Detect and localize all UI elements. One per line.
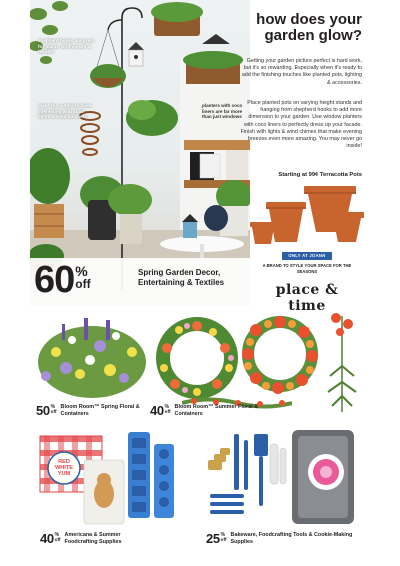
deal-percent: 40 (150, 403, 164, 418)
summer-wreath-image (155, 316, 239, 400)
deal-description: Bloom Room™ Summer Floral & Containers (174, 404, 259, 417)
spring-floral-bouquet-image (36, 312, 148, 402)
bakeware-tools-image (206, 430, 356, 530)
place-and-time-logo: place & time (275, 282, 339, 314)
deal-americana-foodcrafting (40, 532, 155, 545)
terracotta-price-line: Starting at 99¢ Terracotta Pots (278, 172, 362, 178)
deal-summer-floral (150, 404, 259, 417)
deal-percent-sign: % (50, 404, 56, 410)
hero-deal-percent (34, 258, 91, 302)
coral-wreath-image (238, 312, 322, 396)
foodcrafting-supplies-image (36, 430, 176, 530)
hero-deal-text: Spring Garden Decor, Entertaining & Textiles (138, 268, 225, 287)
deal-description: Americana & Summer Foodcrafting Supplies (64, 532, 122, 545)
deal-percent-sign: % (220, 532, 226, 538)
hero-off-label: off (75, 277, 91, 291)
deal-off: off (50, 409, 57, 414)
deal-description: Bakeware, Foodcrafting Tools & Cookie-Making Supplies (230, 532, 353, 545)
article-paragraph-2: Place planted pots on varying height stands and hanging from shepherd hooks to add more dimension to your garden. Use window planters with coco liners to perfectly dress up your facade. Finish with lights & wind chimes that make evening breezes even more amazing. You may never go inside! (240, 100, 362, 150)
article-headline: how does your garden glow? (256, 11, 362, 44)
deal-spring-floral (36, 404, 145, 417)
deal-percent: 25 (206, 531, 220, 546)
only-at-joann-badge: ONLY AT JOANN (282, 252, 332, 260)
deal-off: off (164, 409, 171, 414)
deal-bakeware (206, 532, 355, 545)
deal-percent: 50 (36, 403, 50, 418)
hero-percent-sign: % (75, 263, 88, 279)
article-paragraph-1: Getting your garden picture perfect is hard work, but it's so rewarding. Especially when it's ready to add the finishing touches like planted pots, lighting & accessories. (241, 58, 362, 86)
hero-percent-number: 60 (34, 259, 75, 301)
deal-description: Bloom Room™ Spring Floral & Containers (60, 404, 140, 417)
callout-planters: planters with coco liners are far more than just windows (202, 103, 243, 120)
floral-stems-image (322, 306, 362, 416)
foodcraft-bag-label: RED WHITE YUM (54, 459, 74, 477)
callout-solar-lights: make the outdoors more interesting with solar lights & wind spinners (38, 103, 92, 120)
callout-shepherd-hooks: shepherd hooks are great for plants, birdhouses & feeders (38, 38, 95, 55)
brand-tagline: A BRAND TO STYLE YOUR SPACE FOR THE SEASONS (262, 263, 352, 274)
terracotta-pots-image (248, 182, 368, 252)
deal-percent-sign: % (54, 532, 60, 538)
deal-off: off (220, 537, 227, 542)
deal-percent: 40 (40, 531, 54, 546)
deal-percent-sign: % (164, 404, 170, 410)
deal-off: off (54, 537, 61, 542)
